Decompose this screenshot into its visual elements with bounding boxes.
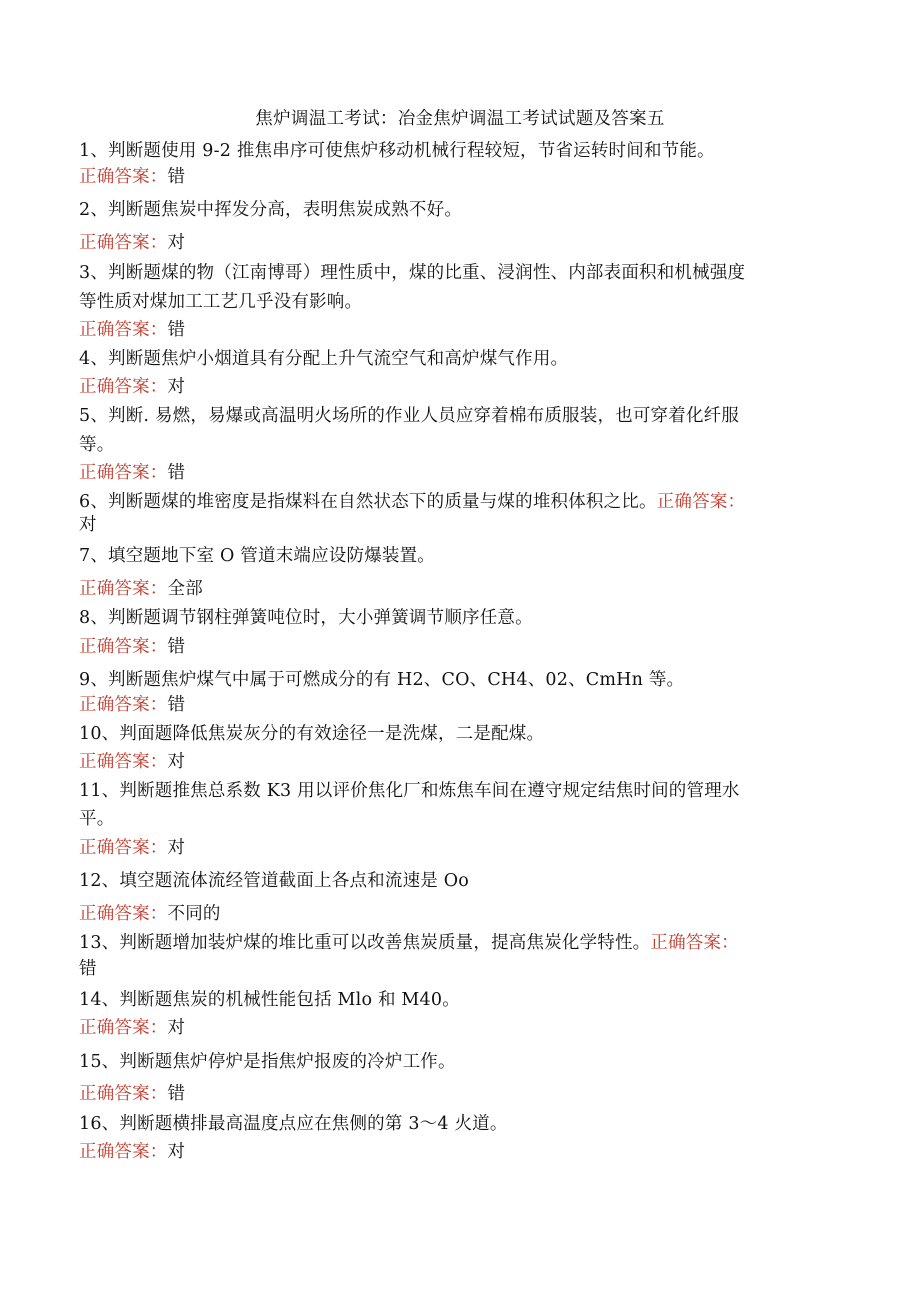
answer-value: 对 [167, 377, 186, 397]
answer-label: 正确答案： [79, 1142, 168, 1162]
question-14-line-1: 14、判断题焦炭的机械性能包括 Mlo 和 M40。 [79, 990, 460, 1010]
question-3-answer [79, 318, 849, 342]
answer-label: 正确答案： [79, 579, 168, 599]
answer-value: 对 [167, 233, 186, 253]
answer-label: 正确答案： [79, 838, 168, 858]
question-1-line-1: 1、判断题使用 9-2 推焦串序可使焦炉移动机械行程较短，节省运转时间和节能。 [79, 141, 715, 161]
answer-value: 对 [167, 838, 186, 858]
answer-label: 正确答案： [79, 463, 168, 483]
answer-label: 正确答案： [79, 637, 168, 657]
answer-value: 错 [167, 463, 186, 483]
answer-label: 正确答案： [79, 752, 168, 772]
question-3-line-2: 等性质对煤加工工艺几乎没有影响。 [79, 292, 363, 312]
question-6-line-1 [79, 490, 849, 514]
question-3-line-1: 3、判断题煤的物（江南博哥）理性质中，煤的比重、浸润性、内部表面积和机械强度 [79, 263, 746, 283]
answer-value: 对 [167, 1018, 186, 1038]
question-7-line-1: 7、填空题地下室 O 管道末端应设防爆装置。 [79, 546, 436, 566]
answer-value: 不同的 [167, 904, 221, 924]
answer-label: 正确答案： [79, 233, 168, 253]
answer-value: 错 [167, 637, 186, 657]
answer-value: 对 [167, 1142, 186, 1162]
answer-label: 正确答案： [79, 1084, 168, 1104]
answer-label: 正确答案： [79, 167, 168, 187]
answer-value: 错 [167, 695, 186, 715]
answer-value: 对 [167, 752, 186, 772]
answer-label: 正确答案： [79, 695, 168, 715]
question-5-answer [79, 461, 849, 485]
answer-label: 正确答案： [79, 320, 168, 340]
question-8-answer [79, 635, 849, 659]
question-7-answer [79, 577, 849, 601]
question-13-answer-value: 错 [79, 959, 97, 979]
question-14-answer [79, 1016, 849, 1040]
question-9-line-1: 9、判断题焦炉煤气中属于可燃成分的有 H2、CO、CH4、02、CmHn 等。 [79, 670, 685, 690]
answer-label: 正确答案： [656, 492, 746, 512]
question-10-line-1: 10、判面题降低焦炭灰分的有效途径一是洗煤，二是配煤。 [79, 724, 545, 744]
answer-value: 错 [167, 320, 186, 340]
question-2-answer [79, 231, 849, 255]
answer-value: 全部 [167, 579, 203, 599]
question-1-answer [79, 165, 849, 189]
answer-value: 错 [167, 167, 186, 187]
question-11-answer [79, 836, 849, 860]
answer-label: 正确答案： [79, 904, 168, 924]
document-title: 焦炉调温工考试：冶金焦炉调温工考试试题及答案五 [255, 109, 665, 129]
question-2-line-1: 2、判断题焦炭中挥发分高，表明焦炭成熟不好。 [79, 200, 463, 220]
answer-label: 正确答案： [650, 933, 739, 953]
question-15-line-1: 15、判断题焦炉停炉是指焦炉报废的冷炉工作。 [79, 1052, 456, 1072]
answer-label: 正确答案： [79, 1018, 168, 1038]
question-9-answer [79, 693, 849, 717]
question-5-line-1: 5、判断. 易燃，易爆或高温明火场所的作业人员应穿着棉布质服装，也可穿着化纤服 [79, 406, 740, 426]
question-6-answer-value: 对 [79, 515, 97, 535]
question-4-line-1: 4、判断题焦炉小烟道具有分配上升气流空气和高炉煤气作用。 [79, 349, 569, 369]
answer-value: 错 [167, 1084, 186, 1104]
question-15-answer [79, 1082, 849, 1106]
question-11-line-1: 11、判断题推焦总系数 K3 用以评价焦化厂和炼焦车间在遵守规定结焦时间的管理水 [79, 781, 740, 801]
question-4-answer [79, 375, 849, 399]
question-12-answer [79, 902, 849, 926]
question-10-answer [79, 750, 849, 774]
question-12-line-1: 12、填空题流体流经管道截面上各点和流速是 Oo [79, 871, 470, 891]
question-8-line-1: 8、判断题调节钢柱弹簧吨位时，大小弹簧调节顺序任意。 [79, 608, 533, 628]
question-5-line-2: 等。 [79, 435, 115, 455]
question-6-text: 6、判断题煤的堆密度是指煤料在自然状态下的质量与煤的堆积体积之比。 [79, 492, 657, 512]
question-13-line-1 [79, 931, 849, 955]
question-11-line-2: 平。 [79, 809, 115, 829]
answer-label: 正确答案： [79, 377, 168, 397]
question-13-text: 13、判断题增加装炉煤的堆比重可以改善焦炭质量，提高焦炭化学特性。 [79, 933, 651, 953]
question-16-answer [79, 1140, 849, 1164]
question-16-line-1: 16、判断题横排最高温度点应在焦侧的第 3～4 火道。 [79, 1114, 508, 1134]
